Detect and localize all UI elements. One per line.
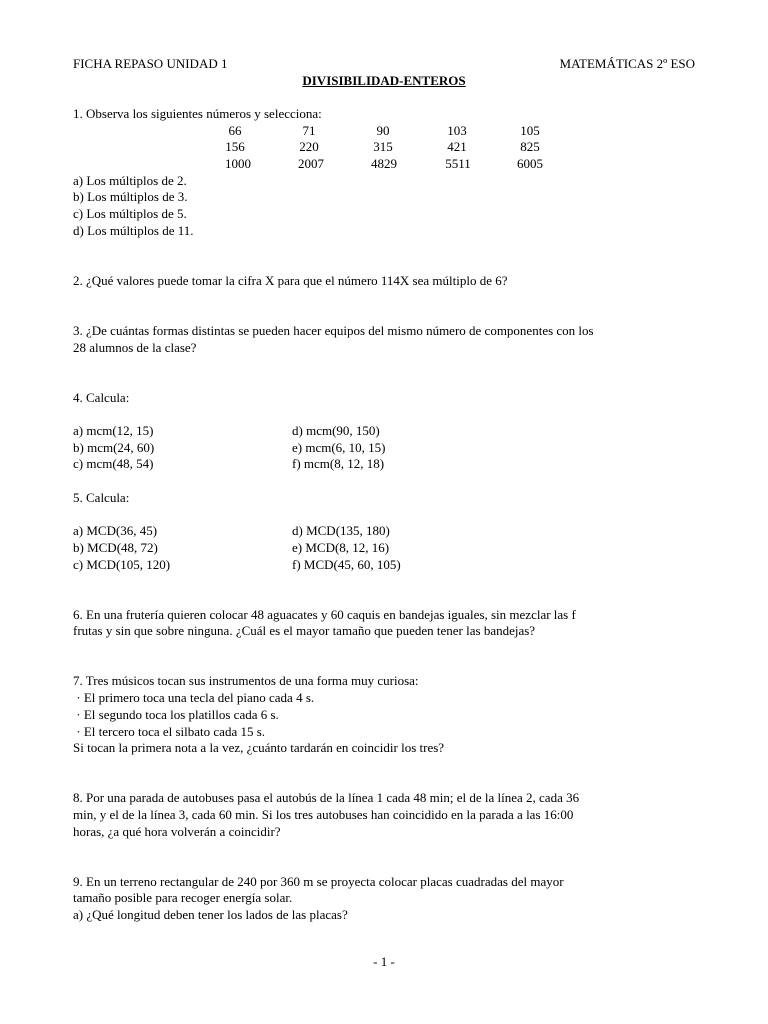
number-cell: 66: [228, 122, 242, 138]
q4-item: d) mcm(90, 150): [292, 423, 380, 439]
q8-line: horas, ¿a qué hora volverán a coincidir?: [73, 823, 281, 839]
number-cell: 825: [520, 139, 540, 155]
number-cell: 4829: [371, 156, 397, 172]
header-right: MATEMÁTICAS 2º ESO: [559, 56, 695, 71]
q7-item: · El segundo toca los platillos cada 6 s.: [73, 706, 279, 722]
number-cell: 156: [225, 139, 245, 155]
q5-item: c) MCD(105, 120): [73, 556, 171, 572]
q5-row: [73, 557, 695, 574]
q7-item: · El primero toca una tecla del piano cada 4 s.: [73, 690, 315, 706]
q7-question: Si tocan la primera nota a la vez, ¿cuánto tardarán en coincidir los tres?: [73, 740, 445, 756]
q9-line: 9. En un terreno rectangular de 240 por 360 m se proyecta colocar placas cuadradas del mayor: [73, 873, 564, 889]
number-cell: 5511: [445, 156, 471, 172]
q4-row: [73, 440, 695, 457]
q1-option: c) Los múltiplos de 5.: [73, 206, 187, 222]
q7-item: · El tercero toca el silbato cada 15 s.: [73, 723, 266, 739]
q4-title: 4. Calcula:: [73, 389, 130, 405]
worksheet-page: [73, 56, 695, 924]
number-cell: 105: [520, 122, 540, 138]
q8-line: min, y el de la línea 3, cada 60 min. Si los tres autobuses han coincidido en la parada a las 16:00: [73, 806, 574, 822]
q1-text: 1. Observa los siguientes números y selecciona:: [73, 106, 322, 122]
q3-line: 28 alumnos de la clase?: [73, 339, 197, 355]
q6-line: frutas y sin que sobre ninguna. ¿Cuál es el mayor tamaño que pueden tener las bandejas?: [73, 623, 536, 639]
number-cell: 1000: [225, 156, 251, 172]
number-cell: 315: [373, 139, 393, 155]
q5-item: f) MCD(45, 60, 105): [292, 556, 401, 572]
q5-item: b) MCD(48, 72): [73, 539, 158, 555]
q4-item: c) mcm(48, 54): [73, 456, 154, 472]
q4-item: b) mcm(24, 60): [73, 439, 155, 455]
number-cell: 103: [447, 122, 467, 138]
q6-line: 6. En una frutería quieren colocar 48 aguacates y 60 caquis en bandejas iguales, sin mezclar las f: [73, 606, 576, 622]
q1-option: a) Los múltiplos de 2.: [73, 172, 187, 188]
number-cell: 6005: [517, 156, 543, 172]
q4-item: e) mcm(6, 10, 15): [292, 439, 386, 455]
page-number: - 1 -: [373, 954, 395, 969]
number-cell: 71: [302, 122, 316, 138]
page-title: DIVISIBILIDAD-ENTEROS: [302, 72, 466, 88]
number-cell: 90: [376, 122, 390, 138]
q8-line: 8. Por una parada de autobuses pasa el autobús de la línea 1 cada 48 min; el de la línea 2, cada 36: [73, 790, 580, 806]
q4-item: f) mcm(8, 12, 18): [292, 456, 385, 472]
q9-line: a) ¿Qué longitud deben tener los lados de las placas?: [73, 907, 348, 923]
q5-title: 5. Calcula:: [73, 489, 130, 505]
header-left: FICHA REPASO UNIDAD 1: [73, 56, 228, 71]
number-cell: 2007: [298, 156, 324, 172]
q2-text: 2. ¿Qué valores puede tomar la cifra X para que el número 114X sea múltiplo de 6?: [73, 272, 508, 288]
q5-row: [73, 540, 695, 557]
q5-item: d) MCD(135, 180): [292, 523, 390, 539]
q5-row: [73, 523, 695, 540]
number-cell: 220: [299, 139, 319, 155]
q1-number-grid: [73, 123, 695, 173]
q4-row: [73, 456, 695, 473]
q5-item: a) MCD(36, 45): [73, 523, 158, 539]
number-cell: 421: [447, 139, 467, 155]
q4-item: a) mcm(12, 15): [73, 423, 154, 439]
q4-row: [73, 423, 695, 440]
q9-line: tamaño posible para recoger energía solar.: [73, 890, 293, 906]
page-header: [73, 56, 695, 73]
q3-line: 3. ¿De cuántas formas distintas se pueden hacer equipos del mismo número de componentes con los: [73, 322, 594, 338]
q7-intro: 7. Tres músicos tocan sus instrumentos de una forma muy curiosa:: [73, 673, 419, 689]
q5-item: e) MCD(8, 12, 16): [292, 539, 390, 555]
q1-option: d) Los múltiplos de 11.: [73, 222, 194, 238]
q1-option: b) Los múltiplos de 3.: [73, 189, 188, 205]
